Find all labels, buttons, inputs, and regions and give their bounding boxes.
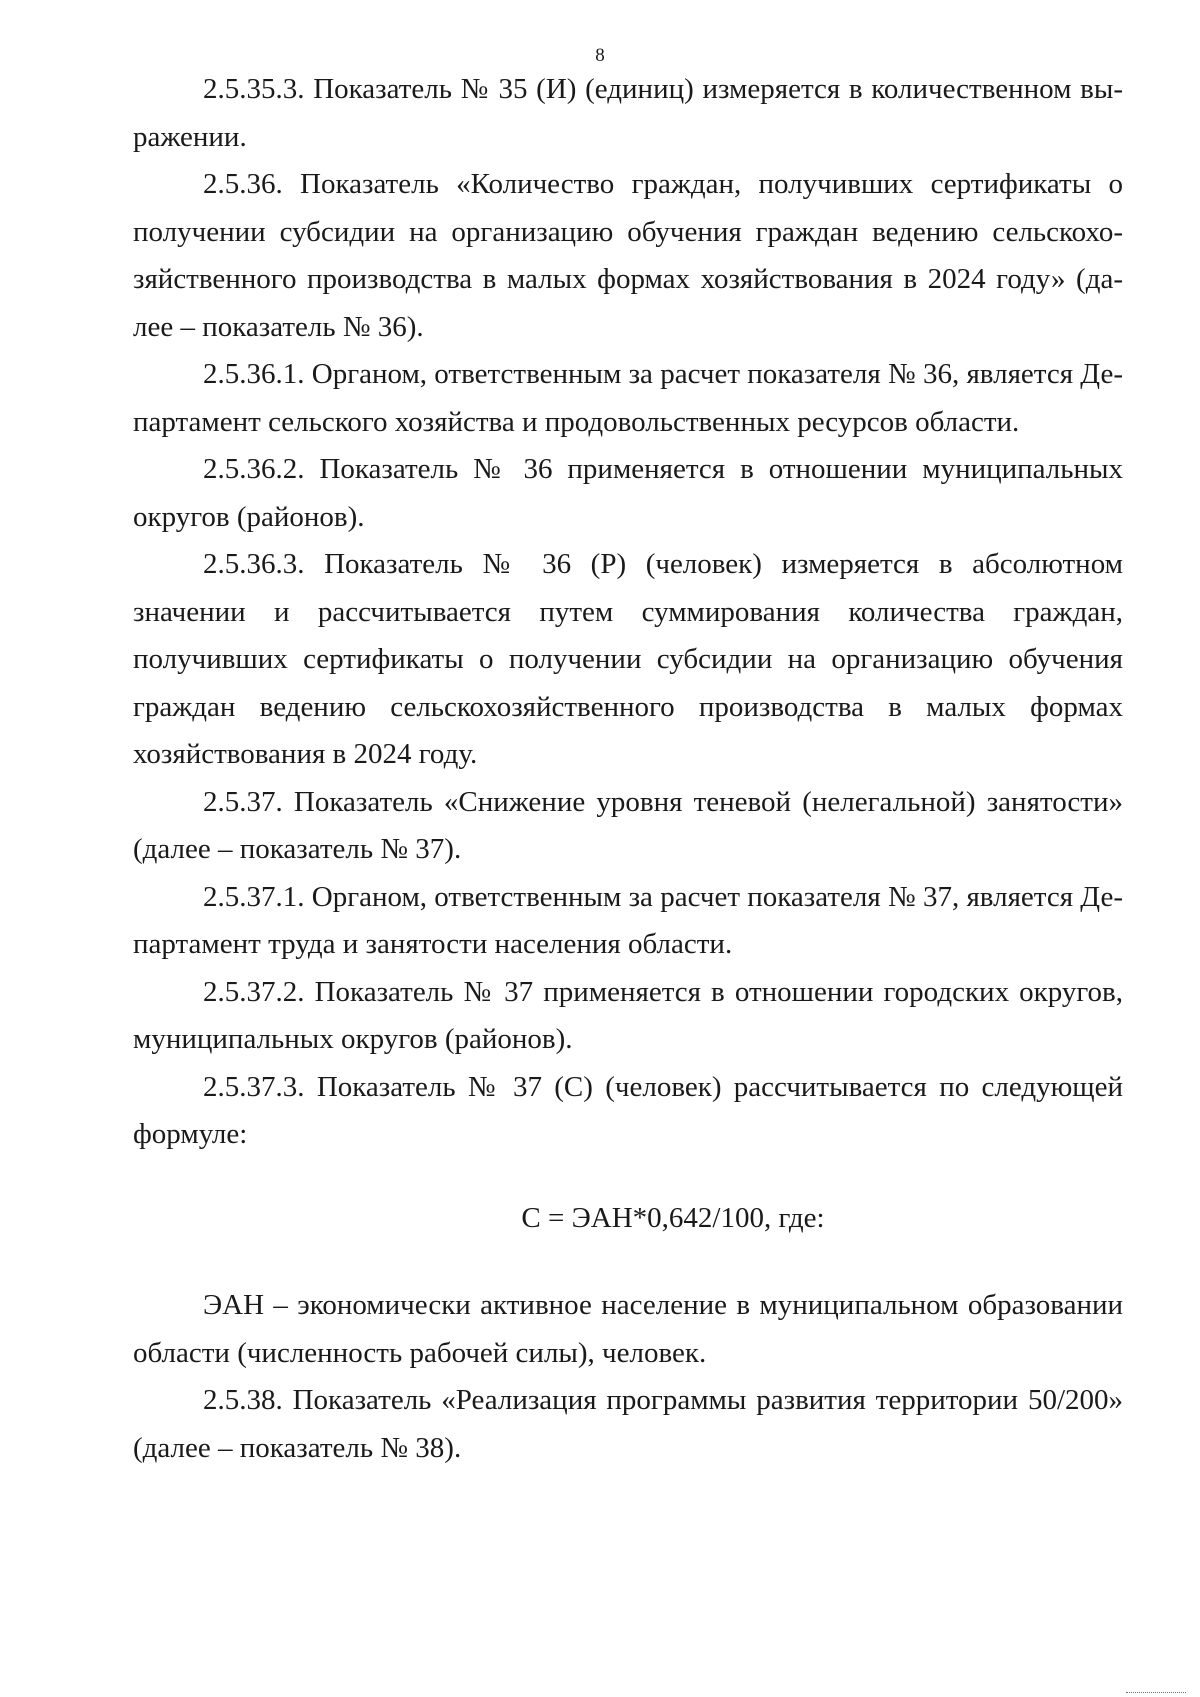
paragraph-2-5-37-1: 2.5.37.1. Органом, ответственным за расчет показателя № 37, является Департамент труда и занятости населения области. [133,880,1123,960]
paragraph-2-5-36-3: 2.5.36.3. Показатель № 36 (Р) (человек) измеряется в абсолютном значении и рассчитывается путем суммирования количества граждан, получивших сертификаты о получении субсидии на организацию обучения граждан ведению сельскохозяйственного производства в малых формах хозяйствования в 2024 году. [133,548,1123,770]
page-number: 8 [595,45,605,66]
document-body [133,66,1123,1472]
formula-variable-definition: ЭАН – экономически активное население в муниципальном образовании области (численность рабочей силы), человек. [133,1289,1123,1369]
spacer [133,1159,1123,1195]
paragraph-2-5-36-1: 2.5.36.1. Органом, ответственным за расчет показателя № 36, является Департамент сельского хозяйства и продовольственных ресурсов области. [133,358,1123,438]
paragraph-2-5-36: 2.5.36. Показатель «Количество граждан, получивших сертификаты о получении субсидии на организацию обучения граждан ведению сельскохозяйственного производства в малых формах хозяйствования в 2024 году» (далее – показатель № 36). [133,168,1123,343]
paragraph-2-5-37-3: 2.5.37.3. Показатель № 37 (С) (человек) рассчитывается по следующей формуле: [133,1070,1123,1150]
paragraph-2-5-35-3: 2.5.35.3. Показатель № 35 (И) (единиц) измеряется в количественном выражении. [133,73,1123,153]
paragraph-2-5-36-2: 2.5.36.2. Показатель № 36 применяется в отношении муниципальных округов (районов). [133,453,1123,533]
spacer [133,1242,1123,1282]
paragraph-2-5-37: 2.5.37. Показатель «Снижение уровня теневой (нелегальной) занятости» (далее – показатель № 37). [133,785,1123,865]
scan-edge-mark [1126,1686,1186,1693]
formula: С = ЭАН*0,642/100, где: [521,1201,825,1234]
paragraph-2-5-38: 2.5.38. Показатель «Реализация программы развития территории 50/200» (далее – показатель № 38). [133,1384,1123,1464]
paragraph-2-5-37-2: 2.5.37.2. Показатель № 37 применяется в отношении городских округов, муниципальных округов (районов). [133,975,1123,1055]
